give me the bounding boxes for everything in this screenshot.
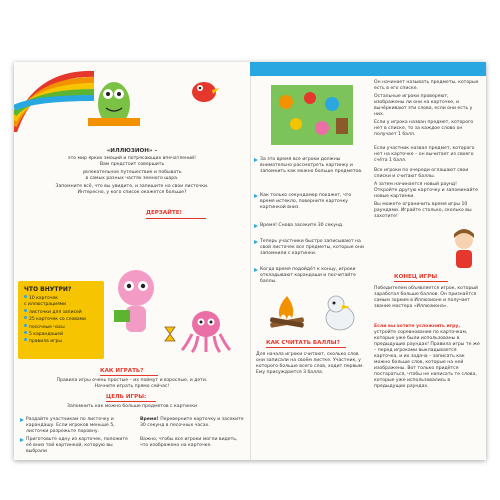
rule-text: Остальные игроки проверяют, изображены ли они на карточке, и вычёркивают эти слова, если они есть у них. [374, 94, 473, 117]
contents-list [24, 295, 86, 346]
arrow-icon [20, 418, 24, 422]
pink-creature-illustration [106, 262, 166, 342]
contents-title: ЧТО ВНУТРИ? [24, 286, 72, 293]
step-text: Когда время подойдёт к концу, игроки откладывают карандаши и посчитайте баллы. [260, 267, 356, 284]
left-page: «ИЛЛЮЗИОН» – это мир ярких эмоций и потрясающих впечатлений! Вам предстоит совершить увлекательное путешествие и побывать в самых разных частях земного шара. Запомните всё, что вы увидите, и запишите на свои листочки. Интересно, у кого список окажется больше? ДЕРЗАЙТЕ! ЧТО ВНУТРИ? 10 карточек с иллюстрациями листочки для записей 25 карточек со словами песочные часы 5 карандашей правила игры КАК ИГРАТЬ? Правила игры очень простые – их поймут и взрослые, и дети. Начните играть прямо сейчас! ЦЕЛЬ ИГРЫ: Запомнить как можно больше предметов с картинки Раздайте участникам по листочку и карандашу. Если игроков меньше 5, листочки разрежьте поровну. Приготовьте одну из карточек, положите её вниз той картинкой, которую вы выбрали Время! Переверните карточку и засеките 30 секунд в песочных часах. Важно, чтобы все игроки могли видеть, что изображено на карточке. [14, 62, 251, 460]
step-text: Теперь участники быстро записывают на свой листочек все предметы, которые они запомнили с картинки. [260, 239, 364, 256]
contents-item: правила игры [24, 338, 86, 345]
goal-text: Запомнить как можно больше предметов с картинки [67, 404, 197, 409]
step-text: Важно, чтобы все игроки могли видеть, что изображено на карточке. [140, 437, 238, 448]
green-creature-illustration [84, 68, 144, 132]
hard-mode-text: Если вы хотите усложнить игру, устройте соревнования по карточкам, которые уже были использованы в предыдущих раундах! Правила игры те же – перед игроками выкладывается карточка, и их задача – записать как можно больше слов, которые на ней изображены. Вот только придётся постараться, чтобы не написать те слова, которые уже использовались в предыдущих раундах. [374, 324, 480, 389]
end-heading: КОНЕЦ ИГРЫ [394, 274, 438, 280]
step-text: Время! Переверните карточку и засеките 30 секунд в песочных часах. [140, 417, 244, 428]
rule-text: Все игроки по очереди оглашают свои списки и считают баллы. [374, 168, 469, 179]
step-text: Как только секундомер покажет, что время истекло, поверните карточку картинкой вниз. [260, 193, 352, 210]
how-to-divider [100, 375, 158, 376]
arrow-icon [254, 194, 258, 198]
contents-item: листочки для записей [24, 309, 86, 316]
contents-item: с иллюстрациями [24, 302, 67, 308]
arrow-icon [20, 438, 24, 442]
seagull-illustration [316, 290, 364, 336]
arrow-icon [254, 240, 258, 244]
booklet-spread [14, 62, 486, 460]
step-text: Раздайте участникам по листочку и карандашу. Если игроков меньше 5, листочки разрежьте поровну. [26, 417, 115, 434]
arrow-icon [254, 268, 258, 272]
end-text: Победителем объявляется игрок, который заработал больше баллов. Он признаётся самым зорким в Иллюзионе и получает звание мастера «Иллюзиона». [374, 286, 479, 309]
scoring-divider [266, 347, 346, 348]
arrow-icon [254, 158, 258, 162]
prompt-divider [146, 218, 206, 219]
contents-item: песочные часы [24, 324, 86, 331]
game-card-illustration [270, 84, 354, 146]
scoring-heading: КАК СЧИТАТЬ БАЛЛЫ? [266, 340, 340, 346]
arrow-icon [254, 224, 258, 228]
how-to-text: Начните играть прямо сейчас! [94, 384, 170, 389]
goal-heading: ЦЕЛЬ ИГРЫ: [106, 394, 147, 400]
contents-item: 5 карандашей [24, 331, 86, 338]
rule-text: Если участник назвал предмет, которого нет на карточке – он вычитает из своего счёта 1 балл. [374, 146, 475, 163]
octopus-illustration [178, 306, 234, 354]
rule-text: Если у игрока назван предмет, которого нет в списке, то за каждое слово он получает 1 балл. [374, 120, 474, 137]
bird-illustration [184, 70, 224, 110]
how-to-text: Правила игры очень простые – их поймут и взрослые, и дети. [56, 378, 208, 383]
contents-item: 10 карточек [24, 295, 86, 302]
campfire-illustration [262, 292, 312, 332]
hourglass-icon [164, 326, 176, 342]
right-page [250, 62, 486, 460]
rule-text: Вы можете ограничить время игры 10 раундами. Играйте столько, сколько вы захотите! [374, 202, 472, 219]
girl-illustration [446, 228, 482, 272]
contents-item: 25 карточек со словами [24, 316, 86, 323]
rule-text: Он начинает называть предметы, которые есть в его списке. [374, 80, 479, 91]
contents-box [18, 281, 104, 359]
header-bar [250, 62, 486, 76]
end-divider [394, 281, 448, 282]
goal-divider [106, 401, 156, 402]
scoring-text: Для начала игроки считают, сколько слов они записали на своём листке. Участник, у которого больше всего слов, ходит первым. Ему присуждается 3 балла. [256, 352, 364, 375]
rainbow-illustration [14, 62, 94, 132]
game-title: «ИЛЛЮЗИОН» – [106, 148, 158, 154]
step-text: За это время все игроки должны внимательно рассмотреть картинку и запомнить как можно больше предметов. [260, 157, 363, 174]
prompt-heading: ДЕРЗАЙТЕ! [146, 210, 183, 216]
step-text: Время! Снова засеките 30 секунд. [260, 223, 344, 228]
step-text: Приготовьте одну из карточек, положите её вниз той картинкой, которую вы выбрали [26, 437, 128, 454]
how-to-heading: КАК ИГРАТЬ? [100, 368, 144, 374]
rule-text: А затем начинается новый раунд! Откройте другую карточку и запоминайте новые картинки. [374, 182, 478, 199]
